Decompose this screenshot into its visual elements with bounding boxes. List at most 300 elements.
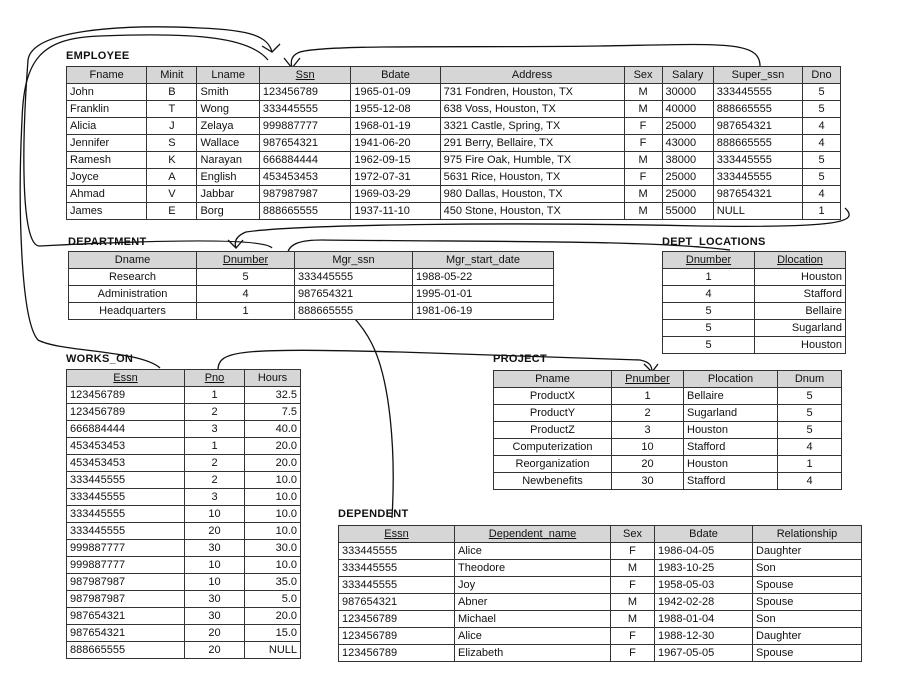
cell-hours: 15.0 [245,625,301,642]
column-header-essn: Essn [67,370,185,387]
cell-pnumber: 10 [612,439,684,456]
cell-pno: 30 [185,540,245,557]
cell-sex: F [611,645,655,662]
cell-salary: 40000 [662,101,713,118]
cell-dnumber: 1 [663,269,755,286]
cell-bdate: 1958-05-03 [655,577,753,594]
cell-dlocation: Houston [755,337,846,354]
cell-hours: 10.0 [245,557,301,574]
table-row [663,286,846,303]
cell-dependent-name: Michael [455,611,611,628]
cell-hours: 40.0 [245,421,301,438]
cell-ssn: 888665555 [259,203,350,220]
cell-super-ssn: 987654321 [713,186,802,203]
cell-pname: Newbenefits [494,473,612,490]
cell-hours: 20.0 [245,438,301,455]
table-row [339,543,862,560]
cell-pno: 10 [185,574,245,591]
cell-sex: F [611,628,655,645]
cell-pno: 10 [185,506,245,523]
column-header-bdate: Bdate [655,526,753,543]
cell-relationship: Son [753,611,862,628]
cell-bdate: 1968-01-19 [351,118,440,135]
cell-fname: Joyce [67,169,147,186]
cell-ssn: 999887777 [259,118,350,135]
cell-lname: Narayan [197,152,259,169]
cell-pname: ProductX [494,388,612,405]
cell-dnumber: 5 [663,320,755,337]
cell-super-ssn: 888665555 [713,101,802,118]
cell-essn: 123456789 [339,645,455,662]
project-title: PROJECT [493,353,548,365]
cell-sex: F [624,169,662,186]
cell-dnum: 1 [778,456,842,473]
cell-dno: 5 [803,84,841,101]
table-row [67,591,301,608]
cell-essn: 987987987 [67,591,185,608]
column-header-essn: Essn [339,526,455,543]
table-row [67,101,841,118]
cell-ssn: 333445555 [259,101,350,118]
department-title: DEPARTMENT [68,236,147,248]
dept-locations-table [662,251,845,354]
column-header-dnumber: Dnumber [197,252,295,269]
cell-dnum: 5 [778,388,842,405]
cell-ssn: 123456789 [259,84,350,101]
cell-salary: 25000 [662,186,713,203]
table-row [663,269,846,286]
cell-pno: 1 [185,438,245,455]
cell-sex: M [624,152,662,169]
cell-mgr-start-date: 1995-01-01 [413,286,554,303]
table-row [663,320,846,337]
cell-essn: 123456789 [339,628,455,645]
cell-address: 975 Fire Oak, Humble, TX [440,152,624,169]
table-row [494,473,842,490]
cell-pno: 3 [185,489,245,506]
cell-sex: M [611,560,655,577]
cell-ssn: 453453453 [259,169,350,186]
cell-ssn: 987987987 [259,186,350,203]
cell-sex: F [624,135,662,152]
cell-bdate: 1941-06-20 [351,135,440,152]
table-row [67,404,301,421]
dependent-table [338,525,861,662]
cell-hours: 7.5 [245,404,301,421]
cell-hours: 35.0 [245,574,301,591]
cell-pno: 30 [185,608,245,625]
cell-dname: Research [69,269,197,286]
cell-hours: 20.0 [245,455,301,472]
cell-address: 980 Dallas, Houston, TX [440,186,624,203]
cell-dno: 4 [803,118,841,135]
cell-lname: Zelaya [197,118,259,135]
table-row [339,645,862,662]
cell-salary: 25000 [662,118,713,135]
table-row [67,152,841,169]
table-row [494,388,842,405]
department-table [68,251,553,320]
cell-sex: M [624,186,662,203]
cell-sex: M [611,594,655,611]
cell-relationship: Spouse [753,645,862,662]
table-row [67,523,301,540]
header-row [663,252,846,269]
table-row [339,560,862,577]
cell-pno: 2 [185,404,245,421]
cell-super-ssn: 333445555 [713,169,802,186]
cell-dependent-name: Joy [455,577,611,594]
cell-salary: 30000 [662,84,713,101]
table-row [494,456,842,473]
cell-dlocation: Sugarland [755,320,846,337]
cell-essn: 888665555 [67,642,185,659]
column-header-sex: Sex [624,67,662,84]
cell-mgr-ssn: 333445555 [295,269,413,286]
column-header-dno: Dno [803,67,841,84]
cell-dnum: 4 [778,439,842,456]
cell-mgr-ssn: 987654321 [295,286,413,303]
cell-essn: 333445555 [67,506,185,523]
column-header-relationship: Relationship [753,526,862,543]
column-header-hours: Hours [245,370,301,387]
cell-essn: 987654321 [67,608,185,625]
cell-dependent-name: Abner [455,594,611,611]
table-row [67,540,301,557]
cell-bdate: 1962-09-15 [351,152,440,169]
table-row [69,286,554,303]
cell-hours: 10.0 [245,472,301,489]
cell-dnumber: 5 [197,269,295,286]
project-table [493,370,841,490]
column-header-mgr-start-date: Mgr_start_date [413,252,554,269]
header-row [67,370,301,387]
cell-dnum: 4 [778,473,842,490]
cell-plocation: Stafford [684,439,778,456]
table-row [67,557,301,574]
arrow-dno-head [228,240,243,248]
cell-fname: John [67,84,147,101]
cell-address: 5631 Rice, Houston, TX [440,169,624,186]
cell-pno: 3 [185,421,245,438]
table-row [67,438,301,455]
cell-dependent-name: Alice [455,543,611,560]
cell-essn: 123456789 [339,611,455,628]
cell-lname: Jabbar [197,186,259,203]
cell-hours: 10.0 [245,489,301,506]
cell-super-ssn: NULL [713,203,802,220]
table-row [663,337,846,354]
cell-bdate: 1988-01-04 [655,611,753,628]
cell-relationship: Daughter [753,628,862,645]
table-row [69,269,554,286]
cell-dnumber: 5 [663,337,755,354]
cell-sex: F [611,577,655,594]
cell-bdate: 1988-12-30 [655,628,753,645]
cell-relationship: Daughter [753,543,862,560]
column-header-bdate: Bdate [351,67,440,84]
cell-essn: 999887777 [67,557,185,574]
cell-pno: 30 [185,591,245,608]
cell-fname: Ramesh [67,152,147,169]
cell-address: 450 Stone, Houston, TX [440,203,624,220]
dept-locations-title: DEPT_LOCATIONS [662,236,766,248]
table-row [67,506,301,523]
cell-pno: 2 [185,455,245,472]
column-header-address: Address [440,67,624,84]
cell-bdate: 1972-07-31 [351,169,440,186]
cell-super-ssn: 333445555 [713,84,802,101]
cell-dependent-name: Alice [455,628,611,645]
cell-dno: 5 [803,169,841,186]
cell-essn: 987987987 [67,574,185,591]
table-row [67,84,841,101]
table-row [339,611,862,628]
cell-minit: T [147,101,197,118]
table-row [339,628,862,645]
table-row [663,303,846,320]
cell-mgr-start-date: 1981-06-19 [413,303,554,320]
table-row [67,625,301,642]
cell-mgr-start-date: 1988-05-22 [413,269,554,286]
cell-pnumber: 1 [612,388,684,405]
column-header-pnumber: Pnumber [612,371,684,388]
cell-dnumber: 1 [197,303,295,320]
cell-plocation: Bellaire [684,388,778,405]
cell-ssn: 987654321 [259,135,350,152]
cell-plocation: Houston [684,422,778,439]
table-row [67,455,301,472]
column-header-dependent-name: Dependent_name [455,526,611,543]
cell-dnumber: 5 [663,303,755,320]
dependent-title: DEPENDENT [338,508,409,520]
cell-mgr-ssn: 888665555 [295,303,413,320]
employee-title: EMPLOYEE [66,50,130,62]
cell-bdate: 1965-01-09 [351,84,440,101]
column-header-fname: Fname [67,67,147,84]
table-row [69,303,554,320]
cell-pname: ProductZ [494,422,612,439]
table-row [494,439,842,456]
header-row [67,67,841,84]
cell-minit: J [147,118,197,135]
cell-dlocation: Houston [755,269,846,286]
table-row [67,489,301,506]
table-row [67,186,841,203]
employee-table [66,66,841,220]
cell-dno: 5 [803,152,841,169]
cell-super-ssn: 987654321 [713,118,802,135]
cell-salary: 55000 [662,203,713,220]
table-row [67,169,841,186]
cell-sex: F [611,543,655,560]
cell-super-ssn: 333445555 [713,152,802,169]
works-on-title: WORKS_ON [66,353,134,365]
cell-essn: 333445555 [67,472,185,489]
cell-essn: 123456789 [67,387,185,404]
cell-essn: 666884444 [67,421,185,438]
column-header-pno: Pno [185,370,245,387]
cell-lname: Smith [197,84,259,101]
cell-pno: 20 [185,625,245,642]
cell-address: 291 Berry, Bellaire, TX [440,135,624,152]
cell-fname: Alicia [67,118,147,135]
cell-salary: 38000 [662,152,713,169]
cell-minit: A [147,169,197,186]
cell-sex: M [611,611,655,628]
cell-sex: M [624,101,662,118]
cell-essn: 333445555 [339,560,455,577]
cell-fname: James [67,203,147,220]
table-row [67,421,301,438]
cell-essn: 333445555 [339,577,455,594]
column-header-dlocation: Dlocation [755,252,846,269]
cell-hours: 5.0 [245,591,301,608]
header-row [69,252,554,269]
cell-bdate: 1937-11-10 [351,203,440,220]
cell-dname: Administration [69,286,197,303]
cell-hours: 10.0 [245,523,301,540]
column-header-minit: Minit [147,67,197,84]
cell-pno: 1 [185,387,245,404]
cell-pnumber: 20 [612,456,684,473]
cell-essn: 453453453 [67,455,185,472]
cell-essn: 999887777 [67,540,185,557]
cell-bdate: 1986-04-05 [655,543,753,560]
cell-minit: S [147,135,197,152]
cell-pnumber: 30 [612,473,684,490]
cell-pno: 2 [185,472,245,489]
cell-essn: 987654321 [339,594,455,611]
table-row [494,405,842,422]
column-header-ssn: Ssn [259,67,350,84]
cell-essn: 453453453 [67,438,185,455]
arrow-mgrssn-head [262,44,280,52]
cell-salary: 25000 [662,169,713,186]
cell-address: 731 Fondren, Houston, TX [440,84,624,101]
cell-essn: 987654321 [67,625,185,642]
cell-dlocation: Stafford [755,286,846,303]
column-header-plocation: Plocation [684,371,778,388]
column-header-pname: Pname [494,371,612,388]
table-row [67,642,301,659]
cell-salary: 43000 [662,135,713,152]
table-row [67,387,301,404]
cell-bdate: 1969-03-29 [351,186,440,203]
cell-dnum: 5 [778,422,842,439]
cell-relationship: Spouse [753,577,862,594]
cell-pno: 20 [185,642,245,659]
table-row [339,577,862,594]
cell-bdate: 1942-02-28 [655,594,753,611]
cell-lname: Wong [197,101,259,118]
column-header-salary: Salary [662,67,713,84]
cell-minit: B [147,84,197,101]
column-header-super-ssn: Super_ssn [713,67,802,84]
table-row [494,422,842,439]
header-row [494,371,842,388]
cell-dno: 1 [803,203,841,220]
column-header-mgr-ssn: Mgr_ssn [295,252,413,269]
cell-dlocation: Bellaire [755,303,846,320]
cell-dno: 5 [803,101,841,118]
cell-hours: 20.0 [245,608,301,625]
cell-address: 638 Voss, Houston, TX [440,101,624,118]
cell-bdate: 1967-05-05 [655,645,753,662]
cell-address: 3321 Castle, Spring, TX [440,118,624,135]
table-row [339,594,862,611]
cell-bdate: 1955-12-08 [351,101,440,118]
cell-relationship: Spouse [753,594,862,611]
cell-pnumber: 2 [612,405,684,422]
column-header-lname: Lname [197,67,259,84]
cell-dependent-name: Theodore [455,560,611,577]
cell-pname: Computerization [494,439,612,456]
column-header-sex: Sex [611,526,655,543]
cell-minit: E [147,203,197,220]
cell-hours: 32.5 [245,387,301,404]
cell-fname: Jennifer [67,135,147,152]
column-header-dnum: Dnum [778,371,842,388]
cell-essn: 333445555 [67,489,185,506]
cell-dnumber: 4 [197,286,295,303]
cell-pno: 10 [185,557,245,574]
cell-plocation: Sugarland [684,405,778,422]
column-header-dname: Dname [69,252,197,269]
cell-plocation: Stafford [684,473,778,490]
table-row [67,608,301,625]
cell-relationship: Son [753,560,862,577]
cell-essn: 123456789 [67,404,185,421]
table-row [67,472,301,489]
cell-essn: 333445555 [67,523,185,540]
cell-pnumber: 3 [612,422,684,439]
cell-pname: ProductY [494,405,612,422]
table-row [67,118,841,135]
cell-dependent-name: Elizabeth [455,645,611,662]
cell-dno: 4 [803,135,841,152]
table-row [67,135,841,152]
cell-sex: F [624,118,662,135]
header-row [339,526,862,543]
arrow-superssn-to-ssn [291,45,760,68]
cell-super-ssn: 888665555 [713,135,802,152]
cell-hours: 30.0 [245,540,301,557]
cell-sex: M [624,84,662,101]
cell-sex: M [624,203,662,220]
cell-lname: English [197,169,259,186]
cell-hours: NULL [245,642,301,659]
table-row [67,203,841,220]
cell-minit: K [147,152,197,169]
cell-dnum: 5 [778,405,842,422]
cell-bdate: 1983-10-25 [655,560,753,577]
cell-essn: 333445555 [339,543,455,560]
works-on-table [66,369,300,659]
cell-ssn: 666884444 [259,152,350,169]
cell-lname: Wallace [197,135,259,152]
cell-minit: V [147,186,197,203]
cell-fname: Ahmad [67,186,147,203]
cell-dno: 4 [803,186,841,203]
cell-dname: Headquarters [69,303,197,320]
cell-fname: Franklin [67,101,147,118]
cell-hours: 10.0 [245,506,301,523]
cell-pno: 20 [185,523,245,540]
cell-pname: Reorganization [494,456,612,473]
table-row [67,574,301,591]
column-header-dnumber: Dnumber [663,252,755,269]
